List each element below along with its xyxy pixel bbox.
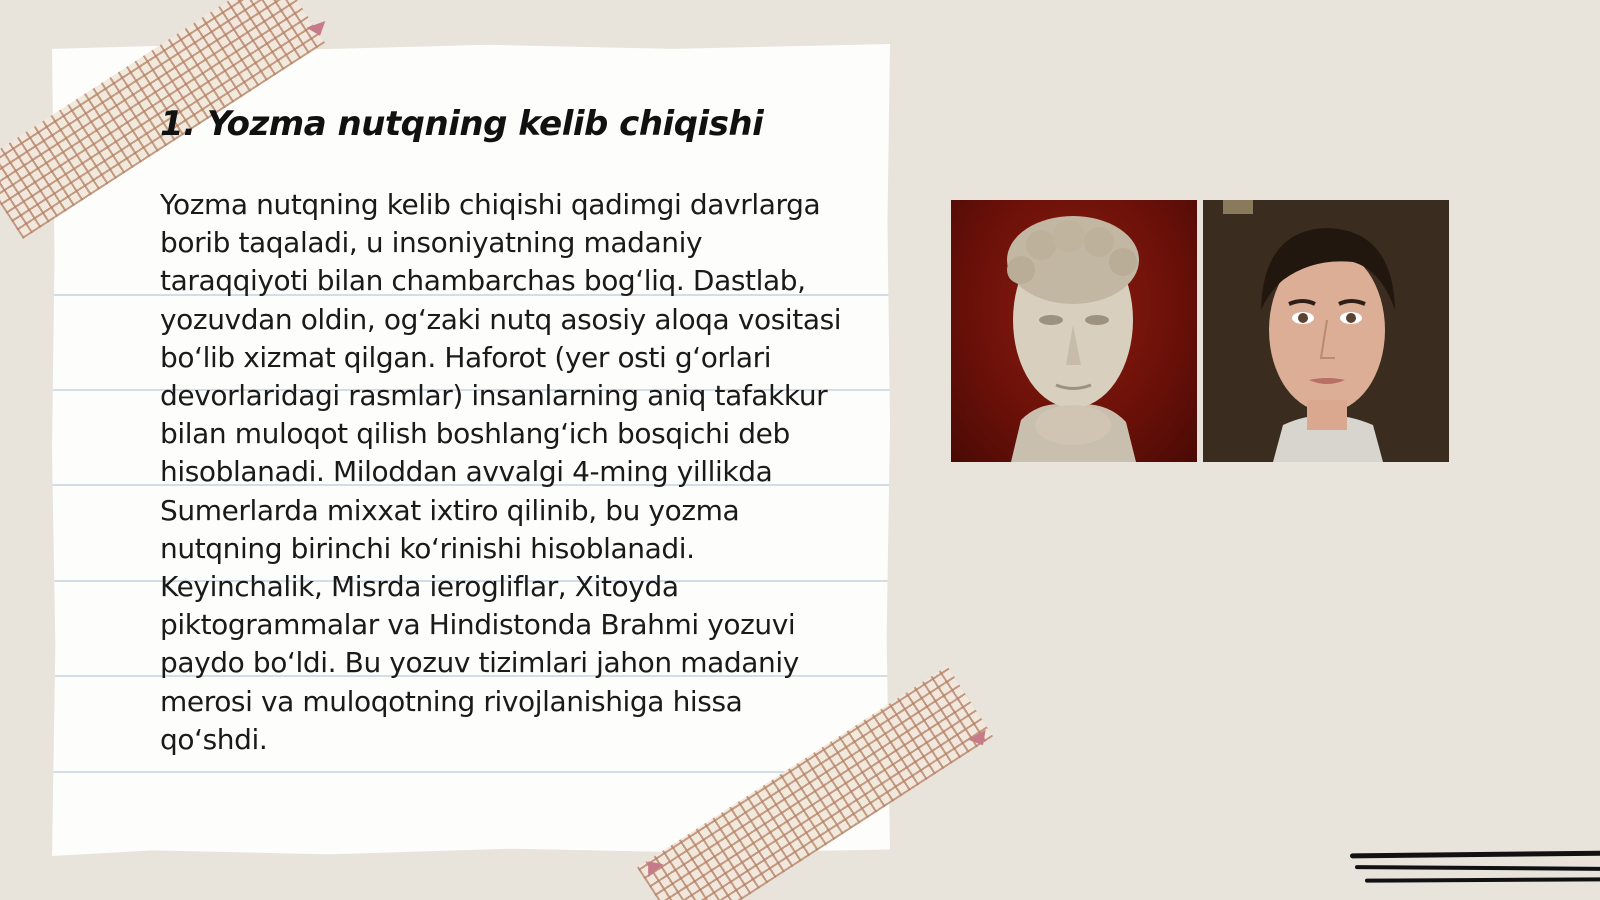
marble-bust-photo [951,200,1197,462]
slide-body-text: Yozma nutqning kelib chiqishi qadimgi davrlarga borib taqaladi, u insoniyatning madaniy taraqqiyoti bilan chambarchas bog‘liq. Dastlab, yozuvdan oldin, og‘zaki nutq asosiy aloqa vositasi bo‘lib xizmat qilgan. Haforot (yer osti g‘orlari devorlaridagi rasmlar) insanlarning aniq tafakkur bilan muloqot qilish boshlang‘ich bosqichi deb hisoblanadi. Miloddan avvalgi 4-ming yillikda Sumerlarda mixxat ixtiro qilinib, bu yozma nutqning birinchi ko‘rinishi hisoblanadi. Keyinchalik, Misrda ierogliflar, Xitoyda piktogrammalar va Hindistonda Brahmi yozuvi paydo bo‘ldi. Bu yozuv tizimlari jahon madaniy merosi va muloqotning rivojlanishiga hissa qo‘shdi. [160,188,842,756]
brush-stroke [1365,877,1600,882]
ruled-line [52,771,890,773]
bust-illustration [951,200,1197,462]
brush-stroke [1355,865,1600,871]
woman-portrait-photo [1203,200,1449,462]
brush-stroke [1350,851,1600,859]
slide-title: 1. Yozma nutqning kelib chiqishi [160,104,764,144]
portrait-illustration [1203,200,1449,462]
